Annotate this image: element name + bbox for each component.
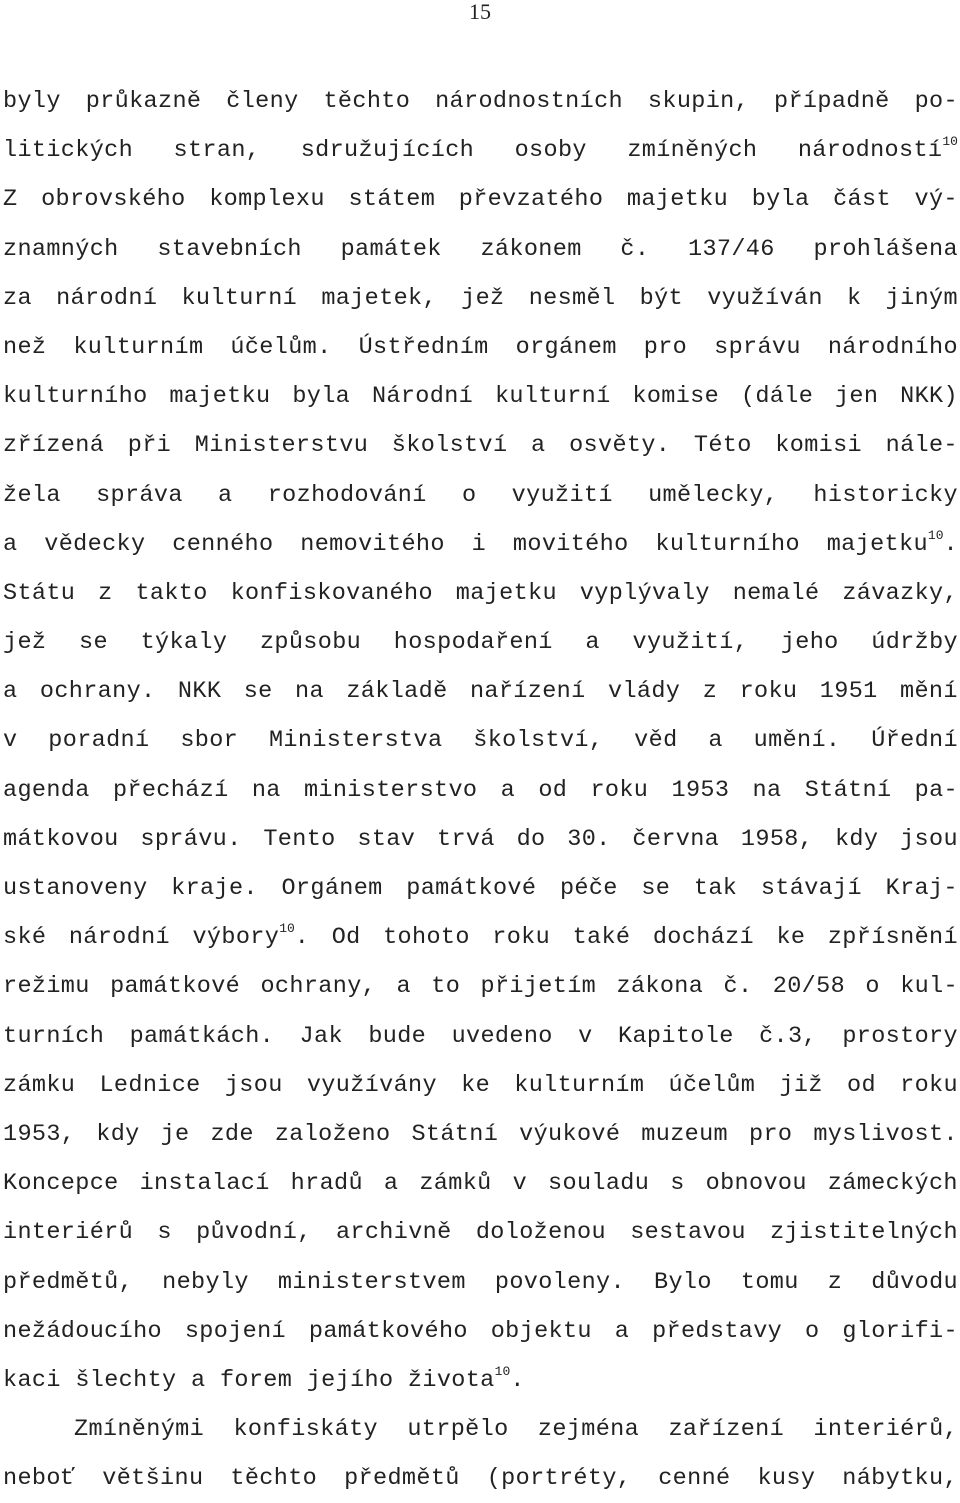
word: na: [251, 776, 281, 804]
word: s: [157, 1219, 172, 1247]
word: památkách.: [129, 1022, 275, 1050]
punctuation: .: [510, 1366, 525, 1394]
text-line: [3, 323, 958, 372]
word: komplexu: [209, 186, 325, 214]
text-line: [3, 618, 958, 667]
word: roku: [900, 1071, 958, 1099]
word: (portréty,: [486, 1465, 632, 1493]
word: interiérů: [3, 1219, 134, 1247]
word: založeno: [274, 1120, 391, 1148]
word: zmíněných: [627, 137, 758, 165]
word: těchto: [323, 88, 411, 115]
text-line: [3, 1307, 958, 1356]
text-line: [3, 913, 958, 962]
word: skupin,: [647, 88, 750, 115]
word: již: [779, 1071, 823, 1099]
word: roku: [739, 678, 798, 706]
word: zde: [210, 1120, 254, 1148]
word: cenného: [172, 530, 274, 558]
word: prostory: [842, 1022, 958, 1050]
word: poradní: [48, 727, 150, 755]
text-line: [3, 274, 958, 323]
word: do: [516, 825, 546, 853]
word: turních: [3, 1022, 105, 1050]
word: orgánem: [515, 333, 617, 361]
word: památek: [340, 235, 442, 263]
word: důvodu: [871, 1268, 958, 1296]
word: konfiskovaného: [230, 579, 433, 607]
word: nábytku,: [842, 1465, 958, 1493]
word: znamných: [3, 235, 119, 263]
word: nežádoucího: [3, 1317, 162, 1345]
word: předmětů,: [3, 1268, 134, 1296]
text-line: [3, 1454, 958, 1503]
text-line: [3, 1110, 958, 1159]
word: v: [3, 727, 18, 755]
word: závazky,: [842, 579, 958, 607]
word: majetku: [455, 579, 557, 607]
word: kdy: [834, 825, 879, 853]
word: cenné: [658, 1465, 731, 1493]
word: 20/58: [772, 973, 846, 1001]
word: muzeum: [641, 1120, 729, 1148]
text-line: [3, 175, 958, 224]
word: ministerstvo: [303, 776, 478, 804]
word: převzatého: [458, 186, 604, 214]
text-line: [3, 815, 958, 864]
word: kulturního: [3, 383, 148, 411]
punctuation: .: [294, 924, 310, 952]
word: týkaly: [140, 629, 228, 657]
word: vý-: [914, 186, 958, 214]
word: pro: [749, 1120, 793, 1148]
word: 1953,: [3, 1120, 76, 1148]
word-with-note: [192, 913, 309, 962]
word: těchto: [230, 1465, 318, 1493]
word: konfiskáty: [233, 1416, 378, 1444]
word: osvěty.: [569, 432, 671, 460]
word: rozhodování: [267, 481, 427, 509]
word: Koncepce: [3, 1170, 119, 1198]
word: žela: [3, 481, 61, 509]
word: původní,: [196, 1219, 312, 1247]
word: vědecky: [44, 530, 146, 558]
text-line: [3, 962, 958, 1011]
word: památkového: [308, 1317, 468, 1345]
word: režimu: [3, 973, 90, 1001]
word: stávají: [760, 875, 863, 902]
word: se: [641, 875, 671, 902]
footnote-reference: 10: [927, 527, 944, 543]
word: stran,: [173, 137, 261, 165]
word: instalací: [139, 1170, 270, 1198]
word: Národní: [371, 383, 474, 411]
word: bude: [368, 1022, 427, 1050]
word: kdy: [96, 1120, 140, 1148]
text-line: [3, 1258, 958, 1307]
word: Úřední: [871, 727, 958, 755]
word: správa: [96, 481, 183, 509]
text-line: [3, 716, 958, 765]
word: kulturní: [181, 284, 298, 312]
word: využívány: [306, 1071, 437, 1099]
word: komise: [632, 383, 720, 411]
word: 1958,: [740, 825, 814, 853]
word: 137/46: [688, 235, 775, 263]
text-line: [3, 77, 958, 126]
word: tohoto: [383, 924, 470, 952]
word: zámku: [3, 1071, 76, 1099]
word: mátkovou: [3, 825, 119, 853]
word: představy: [652, 1317, 783, 1345]
word: uvedeno: [451, 1022, 553, 1050]
word: sdružujících: [300, 137, 475, 165]
word: historicky: [813, 481, 958, 509]
word: a: [500, 776, 516, 804]
word-with-note: [407, 1363, 525, 1394]
text-line: [3, 1012, 958, 1061]
text-line: [3, 1208, 958, 1257]
text-line: [3, 520, 958, 569]
word: Lednice: [99, 1071, 201, 1099]
word: členy: [226, 88, 299, 115]
word: od: [847, 1071, 876, 1099]
word: k: [847, 284, 862, 312]
word: NKK): [900, 383, 958, 411]
word: účelům: [668, 1071, 756, 1099]
word: být: [639, 284, 683, 312]
word: se: [243, 678, 273, 706]
word: myslivost.: [813, 1120, 958, 1148]
word: památkové: [110, 973, 241, 1001]
word: jež: [3, 629, 47, 657]
word: Státní: [804, 776, 892, 804]
word: byla: [292, 383, 351, 411]
word: utrpělo: [407, 1416, 509, 1444]
word: ustanoveny: [3, 875, 148, 902]
word: je: [160, 1120, 190, 1148]
word: tak: [693, 875, 738, 902]
word: nebyly: [162, 1268, 249, 1296]
word: využití,: [632, 629, 749, 657]
word: způsobu: [259, 629, 362, 657]
word: (dále: [740, 383, 814, 411]
word: základě: [346, 678, 448, 706]
word: majetku: [626, 186, 729, 214]
word: a: [383, 1170, 399, 1198]
word: s: [670, 1170, 685, 1198]
word: zámků: [419, 1170, 492, 1198]
word: Tento: [263, 825, 336, 853]
word: byla: [751, 186, 810, 214]
word: při: [127, 432, 172, 460]
word: to: [431, 973, 461, 1001]
text-line: [3, 766, 958, 815]
word: a: [396, 973, 411, 1001]
word: mění: [900, 678, 958, 706]
word: osoby: [514, 137, 587, 165]
word: hospodaření: [393, 629, 553, 657]
word: a: [708, 727, 723, 755]
word: zřízená: [3, 432, 105, 460]
word: jen: [834, 383, 879, 411]
word: kulturní: [494, 383, 611, 411]
word: a: [585, 629, 600, 657]
word-with-note: [827, 520, 958, 569]
footnote-reference: 10: [279, 921, 295, 937]
word: využíván: [707, 284, 823, 312]
word: archivně: [335, 1219, 452, 1247]
word: účelům.: [230, 333, 332, 361]
word: v: [578, 1022, 593, 1050]
word: č.3,: [759, 1022, 817, 1050]
word: ke: [461, 1071, 491, 1099]
word: ministerstvem: [277, 1268, 466, 1296]
word: školství: [391, 432, 508, 460]
word: 1953: [671, 776, 730, 804]
word: a: [531, 432, 546, 460]
word: neboť: [3, 1465, 76, 1493]
word: na: [752, 776, 782, 804]
word: Ministerstva: [268, 727, 443, 755]
word: v: [512, 1170, 528, 1198]
paragraph: [3, 77, 958, 1405]
word: obnovou: [705, 1170, 807, 1198]
word: doloženou: [475, 1219, 606, 1247]
word: umění.: [753, 727, 841, 755]
word: přechází: [112, 776, 229, 804]
page-number: 15: [469, 0, 491, 24]
word: národní: [56, 284, 158, 312]
word: 1951: [819, 678, 878, 706]
word: zákona: [616, 973, 704, 1001]
word: a: [3, 678, 18, 706]
word: byly: [3, 88, 61, 115]
word: o: [865, 973, 880, 1001]
word: movitého: [512, 530, 629, 558]
word-with-note: [798, 126, 958, 175]
word: národního: [827, 333, 958, 361]
word: Z: [3, 186, 18, 214]
word: Od: [331, 924, 361, 952]
word: z: [98, 579, 113, 607]
word: z: [702, 678, 718, 706]
footnote-reference: 10: [942, 134, 958, 150]
text-line: [3, 471, 958, 520]
word: majetku: [169, 383, 271, 411]
word: ochrany.: [39, 678, 156, 706]
word: nesměl: [528, 284, 616, 312]
word: za: [3, 284, 32, 312]
word: souladu: [548, 1170, 650, 1198]
word: Kapitole: [618, 1022, 734, 1050]
word: jejího: [306, 1366, 394, 1394]
word: pa-: [914, 776, 958, 804]
word: forem: [219, 1366, 293, 1394]
word: objektu: [490, 1317, 592, 1345]
word: sestavou: [630, 1219, 746, 1247]
word: vyplývaly: [579, 579, 710, 607]
word: se: [79, 629, 108, 657]
word: sbor: [180, 727, 239, 755]
word: dochází: [652, 924, 755, 952]
word: jež: [461, 284, 505, 312]
word: Ústředním: [358, 333, 489, 361]
word: zjistitelných: [770, 1219, 958, 1247]
word: nemovitého: [300, 530, 445, 558]
word: výbory: [192, 924, 280, 952]
word: komisi: [775, 432, 863, 460]
text-line: [3, 569, 958, 618]
word: i: [471, 530, 487, 558]
word: června: [632, 825, 720, 853]
word: národní: [68, 924, 170, 952]
word: trvá: [437, 825, 495, 853]
word: kraje.: [171, 875, 258, 902]
word: zejména: [537, 1416, 640, 1444]
word: č.: [723, 973, 753, 1001]
word: Státu: [3, 579, 76, 607]
word: památkové: [406, 875, 537, 902]
word: kulturního: [655, 530, 800, 558]
word: stav: [357, 825, 416, 853]
text-line: [3, 372, 958, 421]
word: ochrany,: [260, 973, 377, 1001]
word: Ministerstvu: [194, 432, 369, 460]
word: o: [805, 1317, 820, 1345]
word: školství,: [473, 727, 604, 755]
word: než: [3, 333, 47, 361]
word: zákonem: [480, 235, 582, 263]
word: spojení: [184, 1317, 287, 1345]
word: na: [295, 678, 324, 706]
word: ské: [3, 924, 47, 952]
text-line: [3, 126, 958, 175]
word: předmětů: [344, 1465, 460, 1493]
word: péče: [559, 875, 618, 902]
word: správu.: [140, 825, 242, 853]
word: a: [218, 481, 233, 509]
word: případně: [774, 88, 890, 115]
word: litických: [3, 137, 134, 165]
word: nále-: [885, 432, 958, 460]
word: nařízení: [469, 678, 586, 706]
word: obrovského: [41, 186, 186, 214]
word: po-: [914, 88, 958, 115]
word: jsou: [900, 825, 958, 853]
word: od: [538, 776, 568, 804]
word: část: [833, 186, 891, 214]
word: z: [827, 1268, 843, 1296]
word: a: [190, 1366, 206, 1394]
word: Jak: [299, 1022, 343, 1050]
word: údržby: [871, 629, 958, 657]
word: Státní: [411, 1120, 499, 1148]
word: a: [3, 530, 18, 558]
word: hradů: [290, 1170, 363, 1198]
word: pro: [643, 333, 688, 361]
text-line: [3, 1405, 958, 1454]
word: kusy: [757, 1465, 816, 1493]
word: také: [572, 924, 631, 952]
word: Zmíněnými: [74, 1416, 205, 1444]
word: vlády: [608, 678, 681, 706]
word: Kraj-: [885, 875, 958, 902]
word: jiným: [885, 284, 958, 312]
word: zámeckých: [827, 1170, 958, 1198]
word: nemalé: [732, 579, 820, 607]
paragraph: [3, 1405, 958, 1503]
word: správu: [714, 333, 801, 361]
text-line: [3, 1159, 958, 1208]
word: jeho: [780, 629, 839, 657]
word: jsou: [224, 1071, 283, 1099]
word: života: [407, 1366, 495, 1394]
word: přijetím: [480, 973, 597, 1001]
body-text: [3, 77, 958, 1503]
word: kul-: [900, 973, 958, 1001]
word: glorifi-: [842, 1317, 958, 1345]
word: většinu: [102, 1465, 204, 1493]
text-line: [3, 667, 958, 716]
word: NKK: [177, 678, 222, 706]
word: umělecky,: [648, 481, 779, 509]
word: Bylo: [654, 1268, 712, 1296]
word: národností: [797, 137, 943, 165]
text-line: [3, 864, 958, 913]
word: využití: [511, 481, 613, 509]
word: ke: [776, 924, 806, 952]
word: 30.: [567, 825, 611, 853]
text-line: [3, 421, 958, 470]
word: kaci: [3, 1366, 61, 1394]
word: věd: [634, 727, 678, 755]
word: Orgánem: [281, 875, 383, 902]
word: státem: [348, 186, 436, 214]
word: výukové: [519, 1120, 621, 1148]
word: majetku: [826, 530, 928, 558]
word: roku: [492, 924, 551, 952]
word: majetek,: [321, 284, 437, 312]
word: šlechty: [75, 1366, 177, 1394]
text-line: [3, 225, 958, 274]
word: průkazně: [85, 88, 202, 115]
word: zpřísnění: [827, 924, 958, 952]
word: národnostních: [435, 88, 623, 115]
word: interiérů,: [813, 1416, 958, 1444]
word: agenda: [3, 776, 90, 804]
text-line: [3, 1356, 958, 1405]
word: č.: [620, 235, 650, 263]
word: a: [614, 1317, 630, 1345]
word: povoleny.: [494, 1268, 625, 1296]
word: zařízení: [668, 1416, 785, 1444]
word: roku: [590, 776, 649, 804]
text-line: [3, 1061, 958, 1110]
word: stavebních: [157, 235, 302, 263]
word: takto: [135, 579, 208, 607]
word: Této: [693, 432, 752, 460]
word: tomu: [740, 1268, 799, 1296]
word: prohlášena: [813, 235, 958, 263]
word: kulturním: [514, 1071, 645, 1099]
word: kulturním: [73, 333, 204, 361]
footnote-reference: 10: [494, 1363, 511, 1379]
word: o: [461, 481, 477, 509]
punctuation: .: [943, 530, 958, 558]
